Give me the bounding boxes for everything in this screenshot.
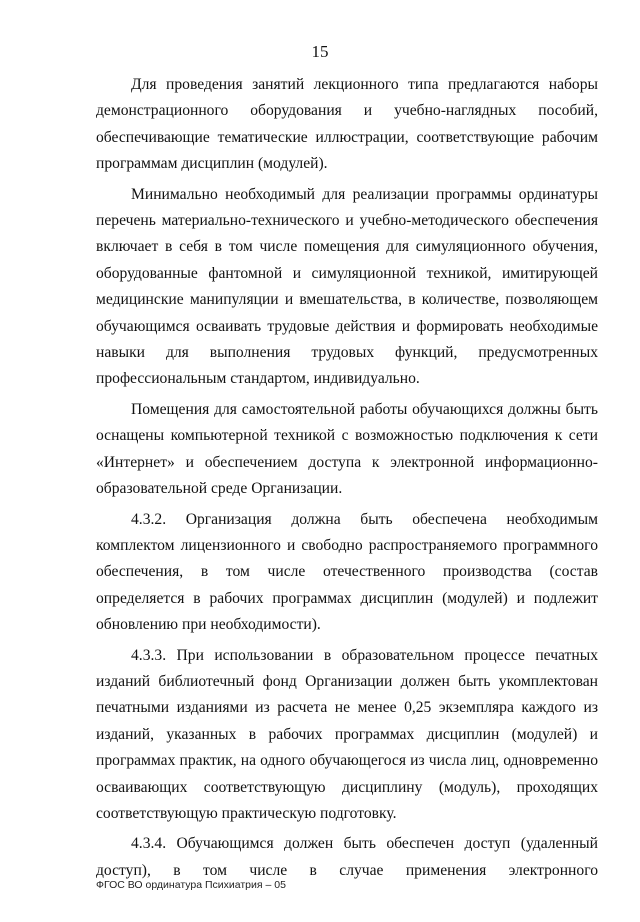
paragraph-4-3-3-library: 4.3.3. При использовании в образовательном процессе печатных изданий библиотечный фонд Организации должен быть укомплектован печатными изданиями из расчета не менее 0,25 экземпляра каждого из изданий, указанных в рабочих программах дисциплин (модулей) и программах практик, на одного обучающегося из числа лиц, одновременно осваивающих соответствующую дисциплину (модуль), проходящих соответствующую практическую подготовку. xyxy=(96,646,598,822)
page-number: 15 xyxy=(311,42,329,61)
paragraph-self-study-rooms: Помещения для самостоятельной работы обучающихся должны быть оснащены компьютерной техникой с возможностью подключения к сети «Интернет» и обеспечением доступа к электронной информационно-образовательной среде Организации. xyxy=(96,400,598,498)
paragraph-lecture-equipment: Для проведения занятий лекционного типа предлагаются наборы демонстрационного оборудования и учебно-наглядных пособий, обеспечивающие тематические иллюстрации, соответствующие рабочим программам дисциплин (модулей). xyxy=(96,76,598,173)
document-body xyxy=(96,72,598,884)
paragraph-simulation-rooms: Минимально необходимый для реализации программы ординатуры перечень материально-технического и учебно-методического обеспечения включает в себя в том числе помещения для симуляционного обучения, оборудованные фантомной и симуляционной техникой, имитирующей медицинские манипуляции и вмешательства, в количестве, позволяющем обучающимся осваивать трудовые действия и формировать необходимые навыки для выполнения трудовых функций, предусмотренных профессиональным стандартом, индивидуально. xyxy=(96,185,598,388)
paragraph-4-3-2-software: 4.3.2. Организация должна быть обеспечена необходимым комплектом лицензионного и свободно распространяемого программного обеспечения, в том числе отечественного производства (состав определяется в рабочих программах дисциплин (модулей) и подлежит обновлению при необходимости). xyxy=(96,510,598,634)
page-footer: ФГОС ВО ординатура Психиатрия – 05 xyxy=(96,879,286,891)
paragraph-4-3-4-access: 4.3.4. Обучающимся должен быть обеспечен доступ (удаленный доступ), в том числе в случае применения электронного xyxy=(96,835,598,879)
